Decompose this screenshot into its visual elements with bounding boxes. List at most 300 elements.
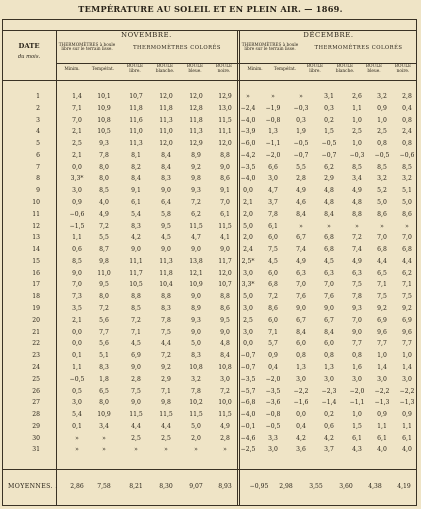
nov-noire-cell: 8,6 — [220, 305, 230, 313]
dec-value-cell: » — [299, 93, 303, 100]
dec-value-cell: 3,6 — [296, 446, 306, 454]
dec-value-cell: 6,9 — [377, 316, 387, 324]
nov-minim-cell: 1,4 — [72, 93, 82, 100]
col-boule-blanche-nov: BOULE blanche. — [155, 64, 175, 74]
nov-bleue-cell: 5,0 — [191, 422, 201, 430]
nov-libre-cell: 6,1 — [131, 199, 141, 207]
nov-minim-cell: 0,9 — [72, 199, 82, 207]
nov-minim-cell: 7,0 — [72, 281, 82, 289]
dec-value-cell: 2,0 — [243, 234, 253, 242]
header-rule — [2, 30, 417, 31]
nov-minim-cell: 0,6 — [72, 246, 82, 254]
nov-bleue-cell: 7,8 — [191, 387, 201, 395]
dec-value-cell: −4,0 — [240, 175, 256, 183]
dec-value-cell: −0,5 — [374, 151, 390, 159]
moyenne-dec-minim: −0,95 — [249, 483, 269, 490]
dec-value-cell: 7,5 — [402, 293, 412, 301]
dec-value-cell: 0,4 — [268, 363, 278, 371]
nov-minim-cell: −1,5 — [69, 222, 85, 230]
col-minim-dec: Minim. — [247, 67, 263, 72]
nov-bleue-cell: 10,8 — [189, 363, 203, 371]
dec-value-cell: 6,2 — [324, 163, 334, 171]
dec-value-cell: 7,8 — [268, 210, 278, 218]
nov-noire-cell: 6,1 — [220, 210, 230, 218]
nov-noire-cell: 2,8 — [220, 434, 230, 442]
col-boule-libre-dec: BOULE libre. — [306, 64, 324, 74]
nov-temperat-cell: 5,1 — [99, 352, 109, 360]
month-december: DÉCEMBRE. — [303, 31, 354, 39]
day-number: 23 — [32, 352, 40, 360]
nov-temperat-cell: 9,8 — [99, 257, 109, 265]
dec-value-cell: 7,0 — [324, 281, 334, 289]
dec-value-cell: 6,9 — [402, 316, 412, 324]
dec-value-cell: 1,1 — [377, 422, 387, 430]
dec-value-cell: −4,0 — [240, 411, 256, 419]
day-number: 20 — [32, 316, 40, 324]
dec-value-cell: 4,4 — [402, 257, 412, 265]
dec-value-cell: 6,8 — [324, 246, 334, 254]
colored-group-dec: THERMOMÈTRES COLORÉS — [314, 45, 403, 51]
nov-blanche-cell: 2,5 — [161, 434, 171, 442]
dec-value-cell: 8,5 — [377, 163, 387, 171]
nov-libre-cell: 11,1 — [129, 257, 143, 265]
nov-noire-cell: 4,9 — [220, 422, 230, 430]
dec-value-cell: 9,2 — [402, 305, 412, 313]
nov-noire-cell: 8,8 — [220, 293, 230, 301]
dec-value-cell: 6,0 — [268, 316, 278, 324]
table-row — [0, 150, 421, 162]
dec-value-cell: −1,3 — [399, 399, 415, 407]
dec-value-cell: 3,0 — [268, 175, 278, 183]
table-row — [0, 244, 421, 256]
nov-bleue-cell: 9,3 — [191, 187, 201, 195]
nov-minim-cell: 2,1 — [72, 128, 82, 136]
dec-value-cell: −3,6 — [265, 399, 281, 407]
nov-blanche-cell: 4,5 — [161, 234, 171, 242]
nov-noire-cell: 11,5 — [218, 116, 232, 124]
nov-temperat-cell: 5,6 — [99, 316, 109, 324]
table-row — [0, 126, 421, 138]
dec-value-cell: −0,1 — [240, 422, 256, 430]
dec-value-cell: 7,2 — [352, 234, 362, 242]
nov-noire-cell: 10,0 — [218, 399, 232, 407]
dec-value-cell: 8,6 — [402, 210, 412, 218]
day-number: 7 — [36, 163, 40, 171]
dec-value-cell: 0,3 — [296, 116, 306, 124]
nov-libre-cell: 8,4 — [131, 175, 141, 183]
nov-minim-cell: 0,1 — [72, 352, 82, 360]
dec-value-cell: 8,4 — [296, 328, 306, 336]
dec-value-cell: −6,0 — [240, 140, 256, 148]
dec-value-cell: 7,0 — [377, 234, 387, 242]
nov-bleue-cell: 12,1 — [189, 269, 203, 277]
nov-minim-cell: 7,1 — [72, 104, 82, 112]
dec-value-cell: 2,5 — [377, 128, 387, 136]
nov-minim-cell: 9,0 — [72, 269, 82, 277]
dec-value-cell: −2,2 — [374, 387, 390, 395]
dec-value-cell: 7,7 — [377, 340, 387, 348]
nov-blanche-cell: 9,0 — [161, 246, 171, 254]
dec-value-cell: 7,5 — [268, 246, 278, 254]
day-number: 15 — [32, 257, 40, 265]
nov-noire-cell: 3,0 — [220, 375, 230, 383]
dec-value-cell: 7,1 — [377, 281, 387, 289]
dec-value-cell: 4,5 — [268, 257, 278, 265]
nov-blanche-cell: 12,0 — [159, 140, 173, 148]
dec-value-cell: 0,9 — [268, 352, 278, 360]
nov-blanche-cell: 11,5 — [159, 411, 173, 419]
dec-value-cell: −0,7 — [240, 363, 256, 371]
dec-value-cell: 9,0 — [324, 305, 334, 313]
dec-value-cell: −2,2 — [293, 387, 309, 395]
moyenne-nov-minim: 2,86 — [70, 483, 84, 490]
nov-bleue-cell: 7,2 — [191, 199, 201, 207]
nov-minim-cell: 2,5 — [72, 140, 82, 148]
dec-value-cell: » — [355, 222, 359, 230]
dec-value-cell: 0,8 — [377, 140, 387, 148]
nov-minim-cell: 0,0 — [72, 163, 82, 171]
moyennes-row — [0, 481, 421, 493]
dec-value-cell: −2,4 — [240, 104, 256, 112]
nov-temperat-cell: 8,3 — [99, 363, 109, 371]
nov-temperat-cell: 6,5 — [99, 387, 109, 395]
nov-bleue-cell: 10,2 — [189, 399, 203, 407]
moyennes-label: MOYENNES. . — [8, 483, 58, 490]
nov-libre-cell: 9,0 — [131, 399, 141, 407]
body-top-rule — [2, 80, 417, 81]
dec-value-cell: 5,2 — [377, 187, 387, 195]
dec-value-cell: 5,5 — [296, 163, 306, 171]
nov-libre-cell: 5,4 — [131, 210, 141, 218]
nov-bleue-cell: 6,2 — [191, 210, 201, 218]
dec-value-cell: 3,3* — [241, 281, 255, 289]
nov-bleue-cell: 9,3 — [191, 316, 201, 324]
dec-value-cell: 2,6 — [352, 93, 362, 100]
nov-blanche-cell: 8,3 — [161, 175, 171, 183]
dec-value-cell: 9,0 — [296, 305, 306, 313]
table-row — [0, 327, 421, 339]
nov-libre-cell: 9,0 — [131, 363, 141, 371]
dec-value-cell: 8,6 — [268, 305, 278, 313]
nov-bleue-cell: 8,9 — [191, 151, 201, 159]
dec-value-cell: 0,0 — [243, 187, 253, 195]
dec-value-cell: 2,8 — [296, 175, 306, 183]
dec-value-cell: 6,5 — [377, 269, 387, 277]
nov-blanche-cell: 7,1 — [161, 387, 171, 395]
nov-minim-cell: 3,0 — [72, 187, 82, 195]
dec-value-cell: 0,2 — [324, 116, 334, 124]
dec-value-cell: 7,5 — [352, 281, 362, 289]
dec-value-cell: 2,1 — [243, 199, 253, 207]
nov-temperat-cell: » — [102, 434, 106, 442]
nov-temperat-cell: 7,2 — [99, 222, 109, 230]
dec-value-cell: −2,0 — [349, 387, 365, 395]
nov-blanche-cell: 4,4 — [161, 422, 171, 430]
dec-value-cell: 4,9 — [352, 257, 362, 265]
dec-value-cell: 6,0 — [324, 340, 334, 348]
moyenne-dec-noire: 4,19 — [397, 483, 411, 490]
nov-bleue-cell: 11,3 — [189, 128, 203, 136]
nov-minim-cell: 3,3* — [70, 175, 84, 183]
dec-value-cell: 3,0 — [352, 375, 362, 383]
nov-libre-cell: » — [134, 446, 138, 454]
dec-value-cell: 1,4 — [402, 363, 412, 371]
dec-value-cell: 4,8 — [324, 199, 334, 207]
nov-noire-cell: 9,0 — [220, 246, 230, 254]
dec-value-cell: 6,0 — [268, 234, 278, 242]
dec-value-cell: 3,0 — [268, 446, 278, 454]
dec-value-cell: 6,2 — [402, 269, 412, 277]
nov-blanche-cell: 11,3 — [159, 257, 173, 265]
nov-temperat-cell: 8,5 — [99, 187, 109, 195]
moyenne-dec-bleue: 4,38 — [368, 483, 382, 490]
dec-value-cell: 0,4 — [402, 104, 412, 112]
dec-value-cell: 3,0 — [243, 269, 253, 277]
day-number: 30 — [32, 434, 40, 442]
nov-bleue-cell: 8,3 — [191, 352, 201, 360]
nov-bleue-cell: 11,5 — [189, 411, 203, 419]
nov-bleue-cell: 13,8 — [189, 257, 203, 265]
nov-bleue-cell: 9,0 — [191, 293, 201, 301]
nov-minim-cell: 1,1 — [72, 234, 82, 242]
nov-bleue-cell: » — [194, 446, 198, 454]
dec-value-cell: 3,0 — [243, 328, 253, 336]
dec-value-cell: −2,0 — [265, 375, 281, 383]
nov-temperat-cell: 3,4 — [99, 422, 109, 430]
nov-libre-cell: 9,1 — [131, 187, 141, 195]
nov-temperat-cell: 9,5 — [99, 281, 109, 289]
dec-value-cell: 4,2 — [324, 434, 334, 442]
dec-value-cell: 4,7 — [268, 187, 278, 195]
table-row — [0, 268, 421, 280]
dec-value-cell: 1,0 — [352, 140, 362, 148]
dec-value-cell: 6,3 — [324, 269, 334, 277]
dec-value-cell: 6,8 — [268, 281, 278, 289]
day-number: 6 — [36, 151, 40, 159]
dec-value-cell: −2,5 — [240, 446, 256, 454]
day-number: 18 — [32, 293, 40, 301]
dec-value-cell: 0,2 — [324, 411, 334, 419]
moyenne-nov-bleue: 9,07 — [189, 483, 203, 490]
nov-bleue-cell: 5,0 — [191, 340, 201, 348]
dec-value-cell: » — [405, 222, 409, 230]
nov-minim-cell: 1,1 — [72, 363, 82, 371]
dec-value-cell: 2,5 — [243, 316, 253, 324]
dec-value-cell: 1,6 — [352, 363, 362, 371]
nov-blanche-cell: 9,2 — [161, 363, 171, 371]
nov-noire-cell: 12,9 — [218, 93, 232, 100]
nov-temperat-cell: 10,9 — [97, 411, 111, 419]
nov-libre-cell: 11,7 — [129, 269, 143, 277]
moyenne-nov-noire: 8,93 — [218, 483, 232, 490]
day-number: 13 — [32, 234, 40, 242]
dec-value-cell: −3,5 — [240, 375, 256, 383]
nov-minim-cell: 0,0 — [72, 340, 82, 348]
nov-bleue-cell: 3,2 — [191, 375, 201, 383]
nov-libre-cell: 6,9 — [131, 352, 141, 360]
dec-value-cell: −1,6 — [293, 399, 309, 407]
nov-temperat-cell: 8,0 — [99, 399, 109, 407]
nov-blanche-cell: 8,8 — [161, 293, 171, 301]
nov-temperat-cell: 4,0 — [99, 199, 109, 207]
dec-value-cell: 8,4 — [296, 210, 306, 218]
nov-noire-cell: 4,1 — [220, 234, 230, 242]
table-row — [0, 374, 421, 386]
nov-minim-cell: 7,0 — [72, 116, 82, 124]
nov-blanche-cell: 11,8 — [159, 104, 173, 112]
dec-value-cell: 3,0 — [377, 375, 387, 383]
nov-minim-cell: −0,5 — [69, 375, 85, 383]
dec-value-cell: 3,0 — [296, 375, 306, 383]
table-row — [0, 338, 421, 350]
nov-temperat-cell: 10,8 — [97, 116, 111, 124]
day-number: 10 — [32, 199, 40, 207]
table-row — [0, 138, 421, 150]
dec-value-cell: 0,8 — [352, 352, 362, 360]
moyenne-dec-libre: 3,55 — [309, 483, 323, 490]
dec-value-cell: −0,6 — [399, 151, 415, 159]
nov-blanche-cell: 7,2 — [161, 352, 171, 360]
day-number: 11 — [32, 210, 40, 218]
moyenne-nov-libre: 8,21 — [129, 483, 143, 490]
dec-value-cell: 5,1 — [402, 187, 412, 195]
nov-libre-cell: 7,1 — [131, 328, 141, 336]
dec-value-cell: 7,6 — [324, 293, 334, 301]
moyenne-nov-blanche: 8,30 — [159, 483, 173, 490]
nov-minim-cell: 8,5 — [72, 257, 82, 265]
nov-noire-cell: 7,2 — [220, 387, 230, 395]
col-temperat-dec: Tempéṙat. — [273, 67, 297, 72]
nov-temperat-cell: 8,0 — [99, 293, 109, 301]
nov-blanche-cell: 6,4 — [161, 199, 171, 207]
table-row — [0, 209, 421, 221]
table-row — [0, 409, 421, 421]
dec-value-cell: 4,4 — [377, 257, 387, 265]
table-row — [0, 197, 421, 209]
day-number: 8 — [36, 175, 40, 183]
nov-bleue-cell: 9,0 — [191, 246, 201, 254]
dec-value-cell: 6,7 — [296, 234, 306, 242]
nov-blanche-cell: 9,8 — [161, 399, 171, 407]
dec-value-cell: 1,0 — [352, 411, 362, 419]
dec-value-cell: 2,0 — [243, 210, 253, 218]
nov-temperat-cell: 1,8 — [99, 375, 109, 383]
dec-value-cell: 6,0 — [268, 269, 278, 277]
dec-value-cell: 3,7 — [324, 446, 334, 454]
nov-noire-cell: 4,8 — [220, 340, 230, 348]
dec-value-cell: 1,3 — [268, 128, 278, 136]
dec-value-cell: 5,7 — [268, 340, 278, 348]
dec-value-cell: 6,1 — [352, 434, 362, 442]
dec-value-cell: −3,5 — [240, 163, 256, 171]
nov-noire-cell: 9,5 — [220, 316, 230, 324]
dec-value-cell: 3,7 — [268, 199, 278, 207]
dec-value-cell: −0,5 — [265, 422, 281, 430]
nov-blanche-cell: 8,4 — [161, 163, 171, 171]
nov-libre-cell: 8,2 — [131, 163, 141, 171]
dec-value-cell: 6,7 — [296, 316, 306, 324]
dec-value-cell: 6,8 — [324, 234, 334, 242]
nov-noire-cell: 8,8 — [220, 151, 230, 159]
nov-blanche-cell: 7,5 — [161, 328, 171, 336]
nov-blanche-cell: 7,8 — [161, 316, 171, 324]
dec-value-cell: 8,5 — [402, 163, 412, 171]
moyenne-dec-blanche: 3,60 — [339, 483, 353, 490]
table-row — [0, 279, 421, 291]
nov-libre-cell: 8,8 — [131, 293, 141, 301]
dec-value-cell: 6,0 — [296, 340, 306, 348]
moyenne-nov-temperat: 7,58 — [97, 483, 111, 490]
nov-temperat-cell: 8,7 — [99, 246, 109, 254]
nov-blanche-cell: 11,8 — [159, 269, 173, 277]
day-number: 1 — [36, 93, 40, 100]
dec-value-cell: 9,6 — [402, 328, 412, 336]
dec-value-cell: 0,0 — [243, 340, 253, 348]
nov-blanche-cell: 12,0 — [159, 93, 173, 100]
dec-value-cell: 4,8 — [324, 187, 334, 195]
nov-minim-cell: −0,6 — [69, 210, 85, 218]
dec-value-cell: 5,0 — [243, 293, 253, 301]
nov-blanche-cell: 8,3 — [161, 305, 171, 313]
table-row — [0, 444, 421, 456]
dec-value-cell: 4,5 — [324, 257, 334, 265]
thermo-group-nov: THERMOMÈTRES à boule libre sur le terrain lisse. — [58, 42, 116, 52]
dec-value-cell: 6,7 — [324, 316, 334, 324]
thermo-group-dec: THERMOMÈTRES à boule libre sur le terrain lisse. — [241, 42, 299, 52]
dec-value-cell: −3,9 — [240, 128, 256, 136]
dec-value-cell: 1,1 — [352, 104, 362, 112]
table-row — [0, 91, 421, 103]
day-number: 22 — [32, 340, 40, 348]
dec-value-cell: 0,8 — [402, 116, 412, 124]
nov-temperat-cell: 8,0 — [99, 175, 109, 183]
nov-libre-cell: 8,3 — [131, 222, 141, 230]
dec-value-cell: 1,5 — [324, 128, 334, 136]
nov-blanche-cell: 9,5 — [161, 222, 171, 230]
day-number: 16 — [32, 269, 40, 277]
dec-value-cell: 4,8 — [352, 199, 362, 207]
dec-value-cell: 0,8 — [296, 352, 306, 360]
dec-value-cell: 7,0 — [296, 281, 306, 289]
dec-value-cell: −1,1 — [349, 399, 365, 407]
nov-blanche-cell: » — [164, 446, 168, 454]
dec-value-cell: 2,5* — [241, 257, 255, 265]
nov-blanche-cell: 2,9 — [161, 375, 171, 383]
nov-minim-cell: 3,0 — [72, 399, 82, 407]
table-row — [0, 433, 421, 445]
day-number: 14 — [32, 246, 40, 254]
nov-temperat-cell: 8,0 — [99, 163, 109, 171]
nov-libre-cell: 8,1 — [131, 151, 141, 159]
nov-temperat-cell: 11,0 — [97, 269, 111, 277]
nov-libre-cell: 11,3 — [129, 140, 143, 148]
nov-noire-cell: 11,5 — [218, 222, 232, 230]
nov-bleue-cell: 2,0 — [191, 434, 201, 442]
dec-value-cell: 1,0 — [402, 352, 412, 360]
dec-value-cell: 0,9 — [377, 104, 387, 112]
dec-value-cell: 1,3 — [324, 363, 334, 371]
nov-libre-cell: 10,7 — [129, 93, 143, 100]
dec-value-cell: 1,3 — [296, 363, 306, 371]
date-header: DATE — [18, 42, 40, 50]
nov-temperat-cell: 10,5 — [97, 128, 111, 136]
body-bottom-rule — [2, 469, 417, 470]
dec-value-cell: 1,0 — [377, 116, 387, 124]
dec-value-cell: 4,3 — [352, 446, 362, 454]
dec-value-cell: 2,4 — [402, 128, 412, 136]
nov-libre-cell: 2,5 — [131, 434, 141, 442]
dec-value-cell: 4,9 — [352, 187, 362, 195]
